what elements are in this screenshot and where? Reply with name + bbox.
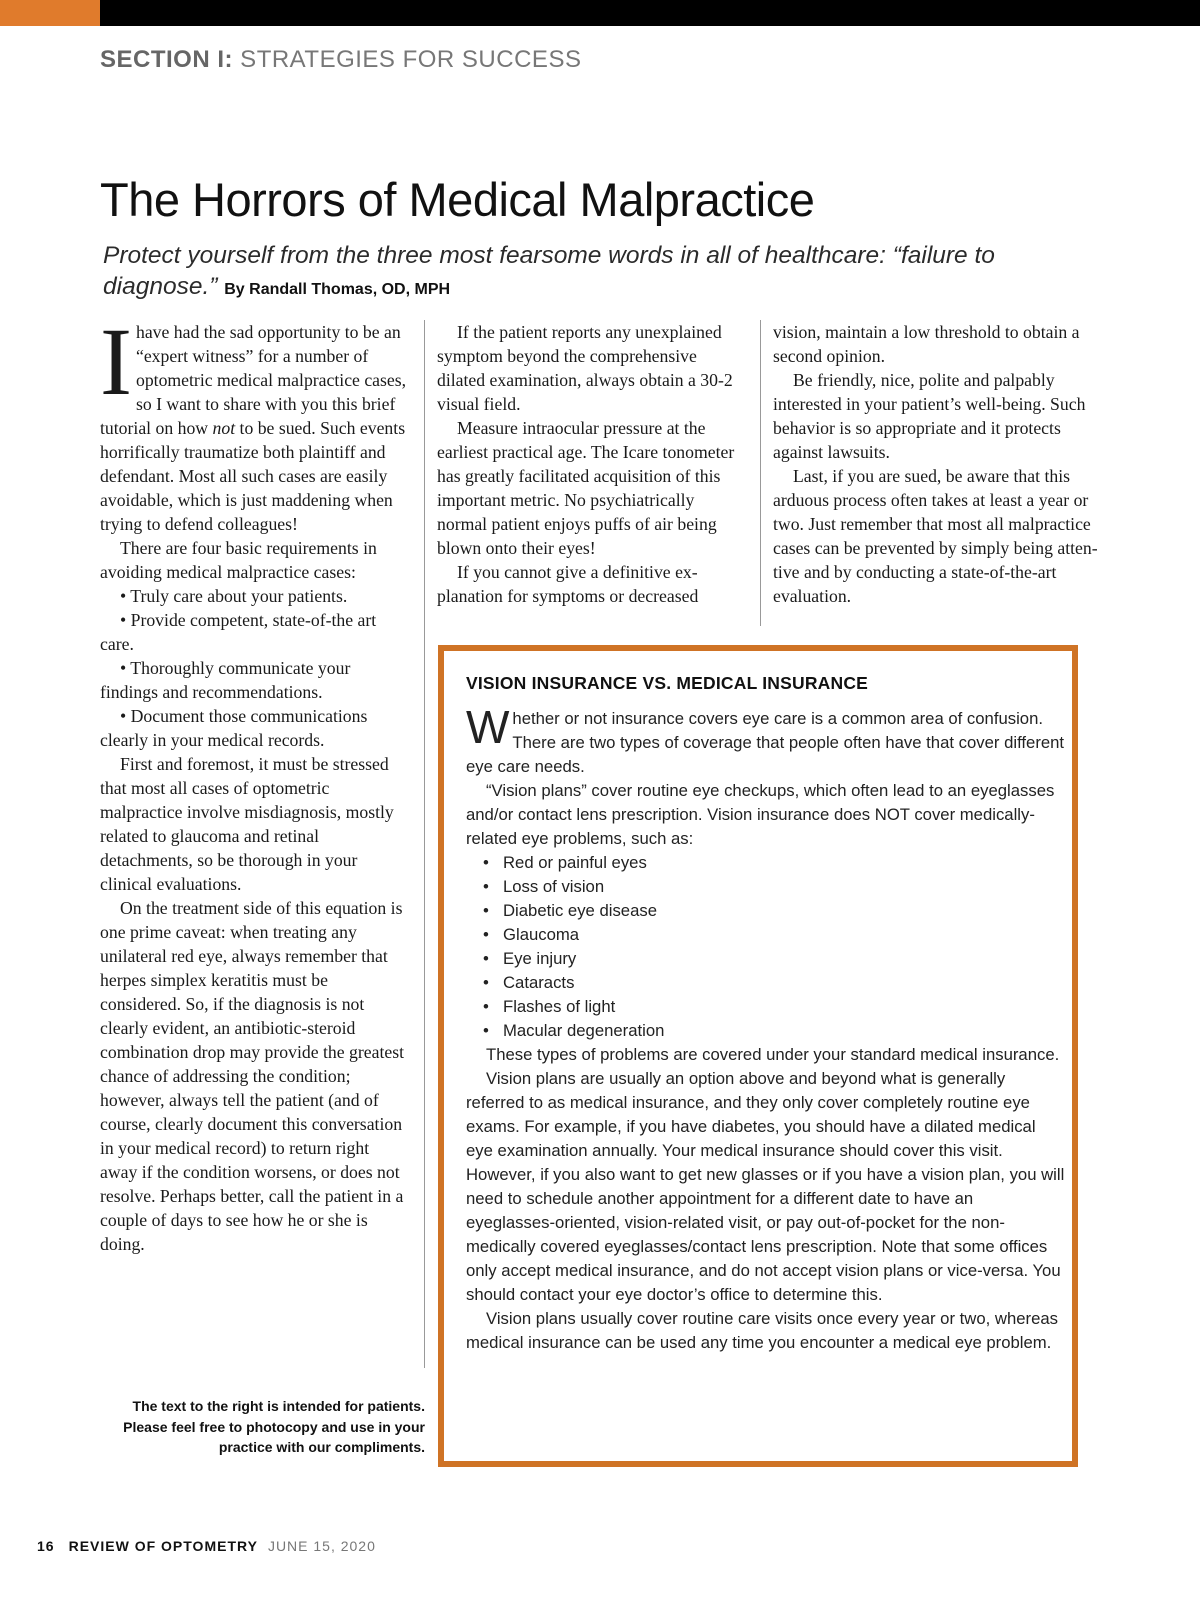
bullet-item: • Provide competent, state-of-the art care. xyxy=(100,610,377,654)
top-bar-accent xyxy=(0,0,100,26)
article-column-3 xyxy=(773,320,1098,608)
sidebar-paragraph: Vision plans usually cover routine care visits once every year or two, whereas medical insurance can be used any time you encounter a medical eye problem. xyxy=(466,1309,1058,1352)
sidebar-content xyxy=(466,671,1066,1355)
subtitle-text: Protect yourself from the three most fearsome words in all of healthcare: “failure to diagnose.” xyxy=(103,242,995,300)
page-footer xyxy=(37,1538,376,1554)
list-item: • Macular degeneration xyxy=(483,1021,665,1040)
list-item: • Diabetic eye disease xyxy=(483,901,657,920)
issue-date: JUNE 15, 2020 xyxy=(267,1538,376,1554)
sidebar-paragraph: Vision plans are usually an option above and beyond what is generally referred to as medical insurance, and they only cover completely routine eye exams. For example, if you have diabetes, you should have a dilated medical eye examination annually. Your medical insurance should cover this visit. However, if you also want to get new glasses or if you have a vision plan, you will need to schedule another appointment for a different date to have an eyeglasses-oriented, vision-related visit, or pay out-of-pocket for the non-medically covered eyeglasses/contact lens prescription. Note that some offices only accept medical insurance, and do not accept vision plans or vice-versa. You should contact your eye doctor’s office to determine this. xyxy=(466,1069,1065,1304)
list-item: • Red or painful eyes xyxy=(483,853,647,872)
article-column-1 xyxy=(100,308,410,1256)
section-label-text: STRATEGIES FOR SUCCESS xyxy=(233,46,582,73)
list-item: • Glaucoma xyxy=(483,925,580,944)
list-item: • Eye injury xyxy=(483,949,577,968)
article-subtitle xyxy=(103,240,1103,305)
section-label xyxy=(100,46,581,74)
paragraph: Last, if you are sued, be aware that this arduous process often takes at least a year or two. Just remember that most all malpractice cases can be prevented by simply being attentive and by conducting a state-of-the-art evaluation. xyxy=(773,466,1098,606)
sidebar-drop-cap: W xyxy=(466,701,510,753)
article-title: The Horrors of Medical Malpractice xyxy=(100,173,815,226)
section-label-bold: SECTION I: xyxy=(100,46,234,73)
bullet-item: • Thoroughly communicate your findings and recommendations. xyxy=(100,658,351,702)
sidebar-paragraph: Whether or not insurance covers eye care is a common area of confusion. There are two types of coverage that people often have that cover different eye care needs. xyxy=(466,701,1065,776)
column-divider xyxy=(760,320,761,626)
paragraph: vision, maintain a low threshold to obtain a second opinion. xyxy=(773,322,1080,366)
eye-problem-list xyxy=(466,851,1066,1043)
article-column-2 xyxy=(437,320,747,608)
list-item: • Cataracts xyxy=(483,973,575,992)
top-bar xyxy=(0,0,1200,26)
insurance-sidebar xyxy=(438,645,1078,1467)
sidebar-paragraph: These types of problems are covered under your standard medical insurance. xyxy=(486,1045,1060,1064)
paragraph: If you cannot give a definitive explanation for symptoms or decreased xyxy=(437,562,699,606)
page-number: 16 xyxy=(37,1538,55,1554)
sidebar-title: VISION INSURANCE VS. MEDICAL INSURANCE xyxy=(466,673,869,693)
paragraph: There are four basic requirements in avoiding medical malpractice cases: xyxy=(100,538,377,582)
emphasis: not xyxy=(212,418,236,438)
bullet-item: • Truly care about your patients. xyxy=(120,586,348,606)
byline: By Randall Thomas, OD, MPH xyxy=(224,281,451,298)
photocopy-note: The text to the right is intended for patients. Please feel free to photocopy and use in your practice with our compliments. xyxy=(123,1398,425,1455)
list-item: • Flashes of light xyxy=(483,997,616,1016)
paragraph: Be friendly, nice, polite and palpably interested in your patient’s well-being. Such behavior is so appropriate and it protects against lawsuits. xyxy=(773,370,1086,462)
paragraph: If the patient reports any unexplained symptom beyond the comprehensive dilated examination, always obtain a 30-2 visual field. xyxy=(437,322,733,414)
column-divider xyxy=(424,320,425,1368)
bullet-item: • Document those communications clearly in your medical records. xyxy=(100,706,368,750)
paragraph: Measure intraocular pressure at the earliest practical age. The Icare tonometer has greatly facilitated acquisition of this important metric. No psychiatrically normal patient enjoys puffs of air being blown onto their eyes! xyxy=(437,418,735,558)
paragraph: First and foremost, it must be stressed that most all cases of optometric malpractice involve misdiagnosis, mostly related to glaucoma and retinal detachments, so be thorough in your clinical evaluations. xyxy=(100,754,394,894)
list-item: • Loss of vision xyxy=(483,877,605,896)
drop-cap: I xyxy=(100,308,132,415)
paragraph: Ihave had the sad opportunity to be an “expert witness” for a number of optometric medical malpractice cases, so I want to share with you this brief tutorial on how not to be sued. Such events horrifically traumatize both plaintiff and defendant. Most all such cases are easily avoidable, which is just maddening when trying to defend colleagues! xyxy=(100,308,407,534)
sidebar-paragraph: “Vision plans” cover routine eye checkups, which often lead to an eyeglasses and/or contact lens prescription. Vision insurance does NOT cover medically-related eye problems, such as: xyxy=(466,781,1055,848)
paragraph: On the treatment side of this equation is one prime caveat: when treating any unilateral red eye, always remember that herpes simplex keratitis must be considered. So, if the diagnosis is not clearly evident, an antibiotic-steroid combination drop may provide the greatest chance of addressing the condition; however, always tell the patient (and of course, clearly document this conversation in your medical record) to return right away if the condition worsens, or does not resolve. Perhaps better, call the patient in a couple of days to see how he or she is doing. xyxy=(100,898,405,1254)
magazine-name: REVIEW OF OPTOMETRY xyxy=(68,1538,258,1554)
